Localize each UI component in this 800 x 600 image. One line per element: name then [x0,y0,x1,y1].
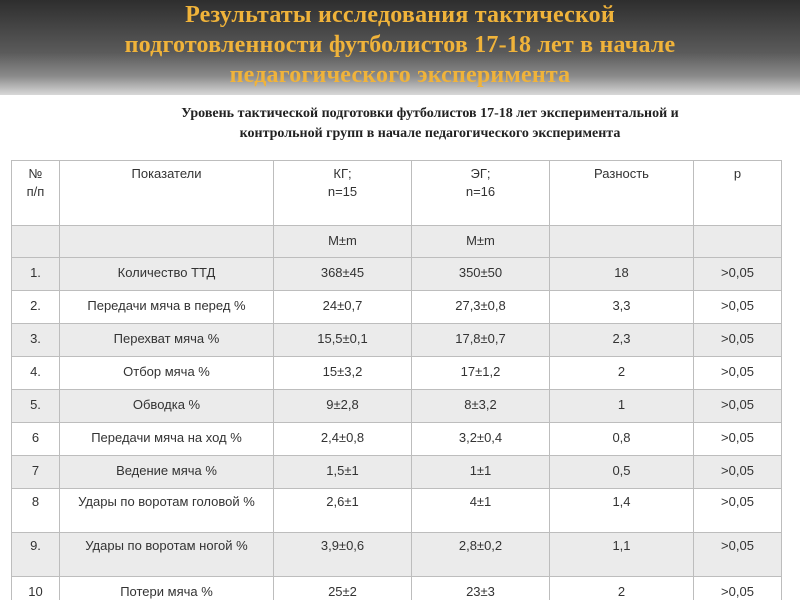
table-row [12,357,782,390]
row-number: 7 [12,456,60,489]
row-indicator: Потери мяча % [60,577,274,600]
table-row [12,489,782,533]
header-kg-line: n=15 [327,184,358,199]
row-indicator: Обводка % [60,390,274,423]
header-kg-line: КГ; [333,166,352,181]
table-row [12,291,782,324]
row-number: 8 [12,489,60,533]
table-row [12,258,782,291]
header-number [12,161,60,226]
row-indicator: Удары по воротам головой % [60,489,274,533]
table-header-row [12,161,782,226]
row-number: 4. [12,357,60,390]
row-kg-value: 368±45 [274,258,412,291]
row-eg-value: 8±3,2 [412,390,550,423]
row-number: 2. [12,291,60,324]
row-difference: 2,3 [550,324,694,357]
row-kg-value: 2,4±0,8 [274,423,412,456]
header-eg [412,161,550,226]
units-cell-empty [12,226,60,258]
row-eg-value: 23±3 [412,577,550,600]
header-number-line: № [28,166,43,181]
row-eg-value: 350±50 [412,258,550,291]
units-cell-empty [694,226,782,258]
row-eg-value: 1±1 [412,456,550,489]
row-difference: 2 [550,577,694,600]
row-p-value: >0,05 [694,258,782,291]
row-kg-value: 24±0,7 [274,291,412,324]
row-number: 6 [12,423,60,456]
row-kg-value: 15±3,2 [274,357,412,390]
units-cell-empty [550,226,694,258]
units-eg: M±m [412,226,550,258]
units-kg: M±m [274,226,412,258]
row-kg-value: 9±2,8 [274,390,412,423]
table-body [12,258,782,600]
row-eg-value: 3,2±0,4 [412,423,550,456]
row-indicator: Количество ТТД [60,258,274,291]
row-eg-value: 17,8±0,7 [412,324,550,357]
row-p-value: >0,05 [694,533,782,577]
table-row [12,577,782,600]
row-p-value: >0,05 [694,577,782,600]
row-kg-value: 1,5±1 [274,456,412,489]
row-difference: 1,4 [550,489,694,533]
header-eg-line: n=16 [465,184,496,199]
table-row [12,456,782,489]
table-row [12,423,782,456]
table-row [12,533,782,577]
row-eg-value: 17±1,2 [412,357,550,390]
row-number: 10 [12,577,60,600]
row-p-value: >0,05 [694,291,782,324]
row-indicator: Отбор мяча % [60,357,274,390]
row-number: 3. [12,324,60,357]
row-indicator: Передачи мяча на ход % [60,423,274,456]
row-eg-value: 2,8±0,2 [412,533,550,577]
row-indicator: Передачи мяча в перед % [60,291,274,324]
slide-title-line: Результаты исследования тактической [185,2,615,28]
row-difference: 0,8 [550,423,694,456]
row-number: 5. [12,390,60,423]
row-number: 9. [12,533,60,577]
header-kg [274,161,412,226]
slide-title-line: подготовленности футболистов 17-18 лет в начале [124,32,676,58]
units-row [12,226,782,258]
table-row [12,324,782,357]
row-kg-value: 2,6±1 [274,489,412,533]
row-difference: 18 [550,258,694,291]
row-p-value: >0,05 [694,324,782,357]
table-row [12,390,782,423]
row-kg-value: 3,9±0,6 [274,533,412,577]
row-p-value: >0,05 [694,489,782,533]
header-indicator: Показатели [60,161,274,226]
row-eg-value: 27,3±0,8 [412,291,550,324]
row-indicator: Перехват мяча % [60,324,274,357]
table-caption [100,104,760,144]
slide-title [0,0,800,90]
row-eg-value: 4±1 [412,489,550,533]
row-number: 1. [12,258,60,291]
row-difference: 0,5 [550,456,694,489]
results-table [11,160,782,600]
row-difference: 1,1 [550,533,694,577]
table-caption-line: Уровень тактической подготовки футболистов 17-18 лет экспериментальной и [181,106,679,121]
row-p-value: >0,05 [694,357,782,390]
units-cell-empty [60,226,274,258]
row-difference: 3,3 [550,291,694,324]
row-p-value: >0,05 [694,390,782,423]
header-difference: Разность [550,161,694,226]
row-p-value: >0,05 [694,423,782,456]
header-number-line: п/п [26,184,45,199]
row-difference: 1 [550,390,694,423]
row-p-value: >0,05 [694,456,782,489]
header-eg-line: ЭГ; [470,166,491,181]
slide-title-line: педагогического эксперимента [229,62,571,88]
table-caption-line: контрольной групп в начале педагогического эксперимента [239,126,621,141]
row-indicator: Удары по воротам ногой % [60,533,274,577]
row-difference: 2 [550,357,694,390]
header-p: p [694,161,782,226]
row-indicator: Ведение мяча % [60,456,274,489]
row-kg-value: 25±2 [274,577,412,600]
row-kg-value: 15,5±0,1 [274,324,412,357]
